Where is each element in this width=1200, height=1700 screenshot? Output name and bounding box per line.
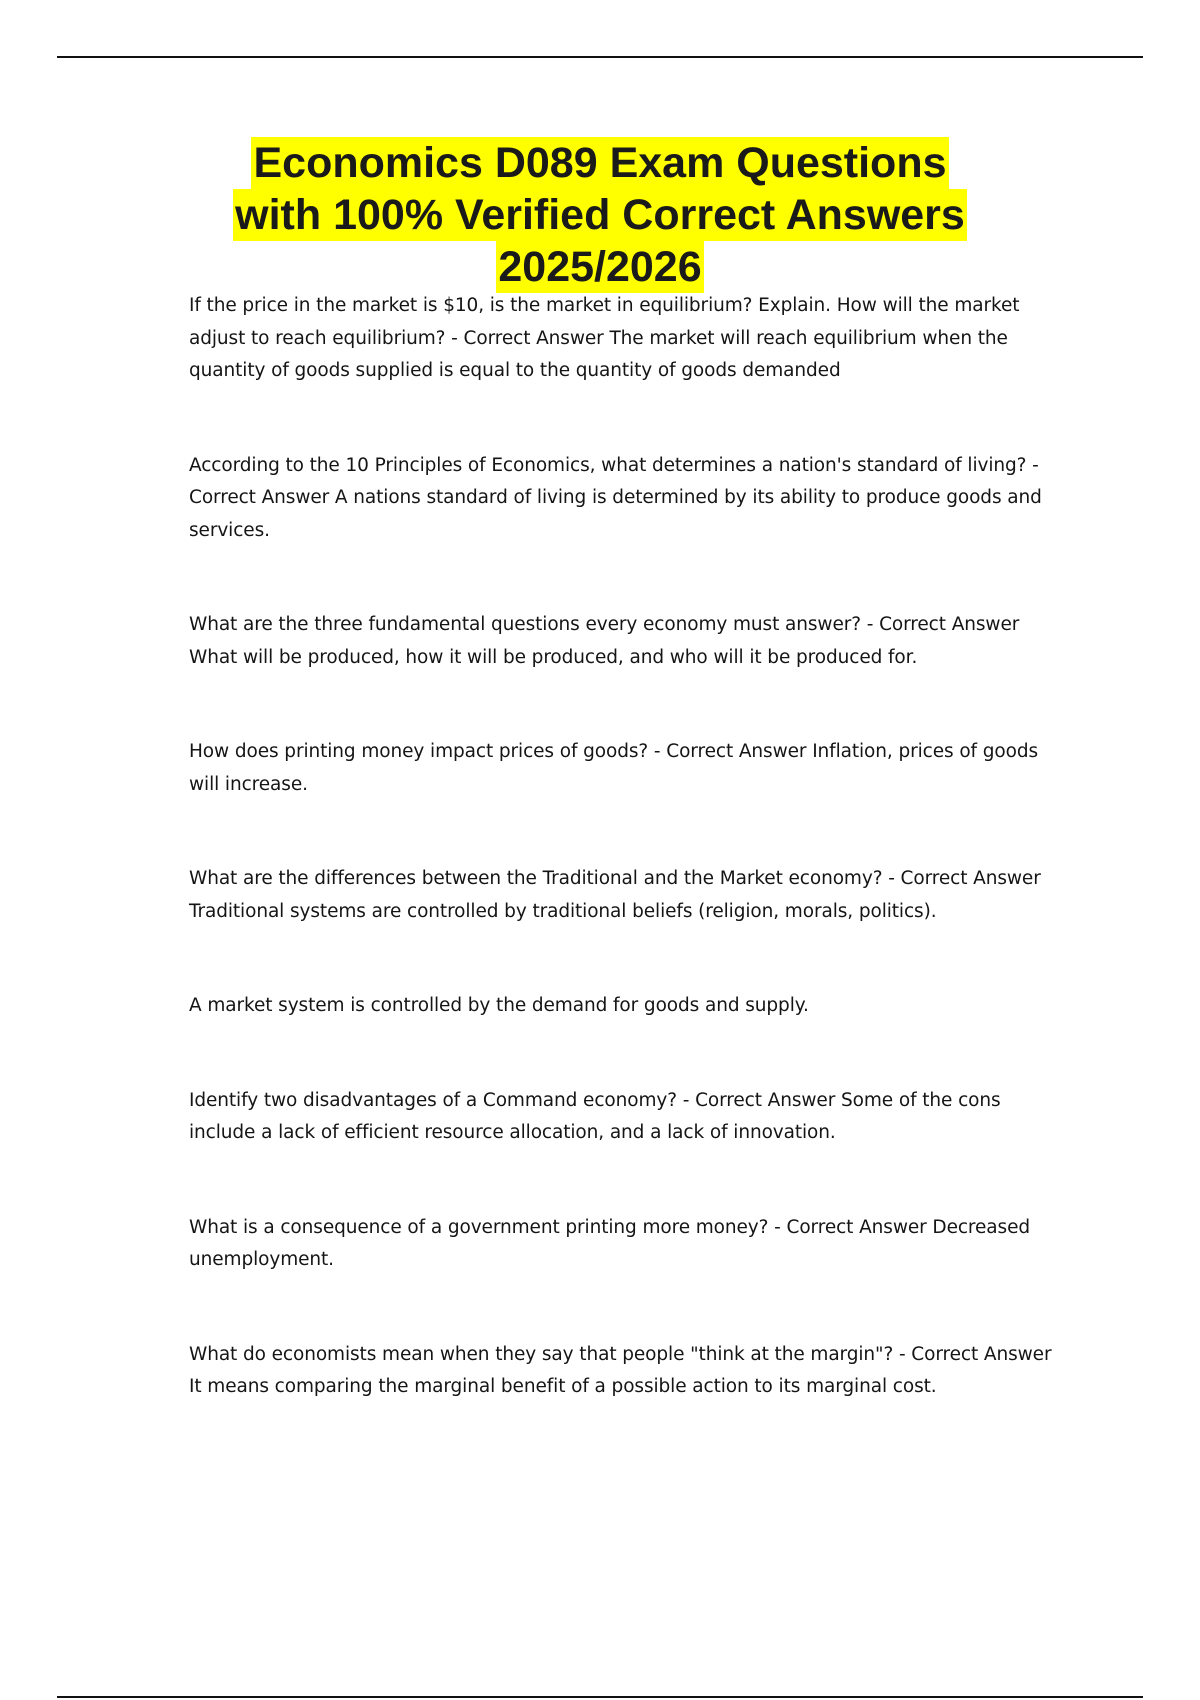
title-line-2: with 100% Verified Correct Answers <box>235 191 965 239</box>
answer-continuation: A market system is controlled by the demand for goods and supply. <box>189 995 809 1016</box>
title-line-1: Economics D089 Exam Questions <box>253 139 947 187</box>
top-rule <box>57 56 1143 58</box>
question-answer-4: How does printing money impact prices of goods? - Correct Answer Inflation, prices of goods will increase. <box>189 741 1039 795</box>
question-answer-1: If the price in the market is $10, is the market in equilibrium? Explain. How will the market adjust to reach equilibrium? - Correct Answer The market will reach equilibrium when the quantity of goods supplied is equal to the quantity of goods demanded <box>189 295 1020 381</box>
question-answer-7: What is a consequence of a government printing more money? - Correct Answer Decreased unemployment. <box>189 1216 1031 1270</box>
question-answer-5: What are the differences between the Traditional and the Market economy? - Correct Answer Traditional systems are controlled by traditional beliefs (religion, morals, politics). <box>189 868 1041 922</box>
document-title <box>150 137 1050 293</box>
bottom-rule <box>57 1696 1143 1698</box>
question-answer-8: What do economists mean when they say that people "think at the margin"? - Correct Answer It means comparing the marginal benefit of a possible action to its marginal cost. <box>189 1343 1052 1397</box>
question-list <box>189 290 1069 1466</box>
question-answer-2: According to the 10 Principles of Economics, what determines a nation's standard of living? - Correct Answer A nations standard of living is determined by its ability to produce goods and services. <box>189 454 1042 541</box>
question-answer-3: What are the three fundamental questions every economy must answer? - Correct Answer What will be produced, how it will be produced, and who will it be produced for. <box>189 614 1020 668</box>
question-answer-6: Identify two disadvantages of a Command economy? - Correct Answer Some of the cons include a lack of efficient resource allocation, and a lack of innovation. <box>189 1089 1001 1143</box>
title-line-3: 2025/2026 <box>498 243 702 291</box>
